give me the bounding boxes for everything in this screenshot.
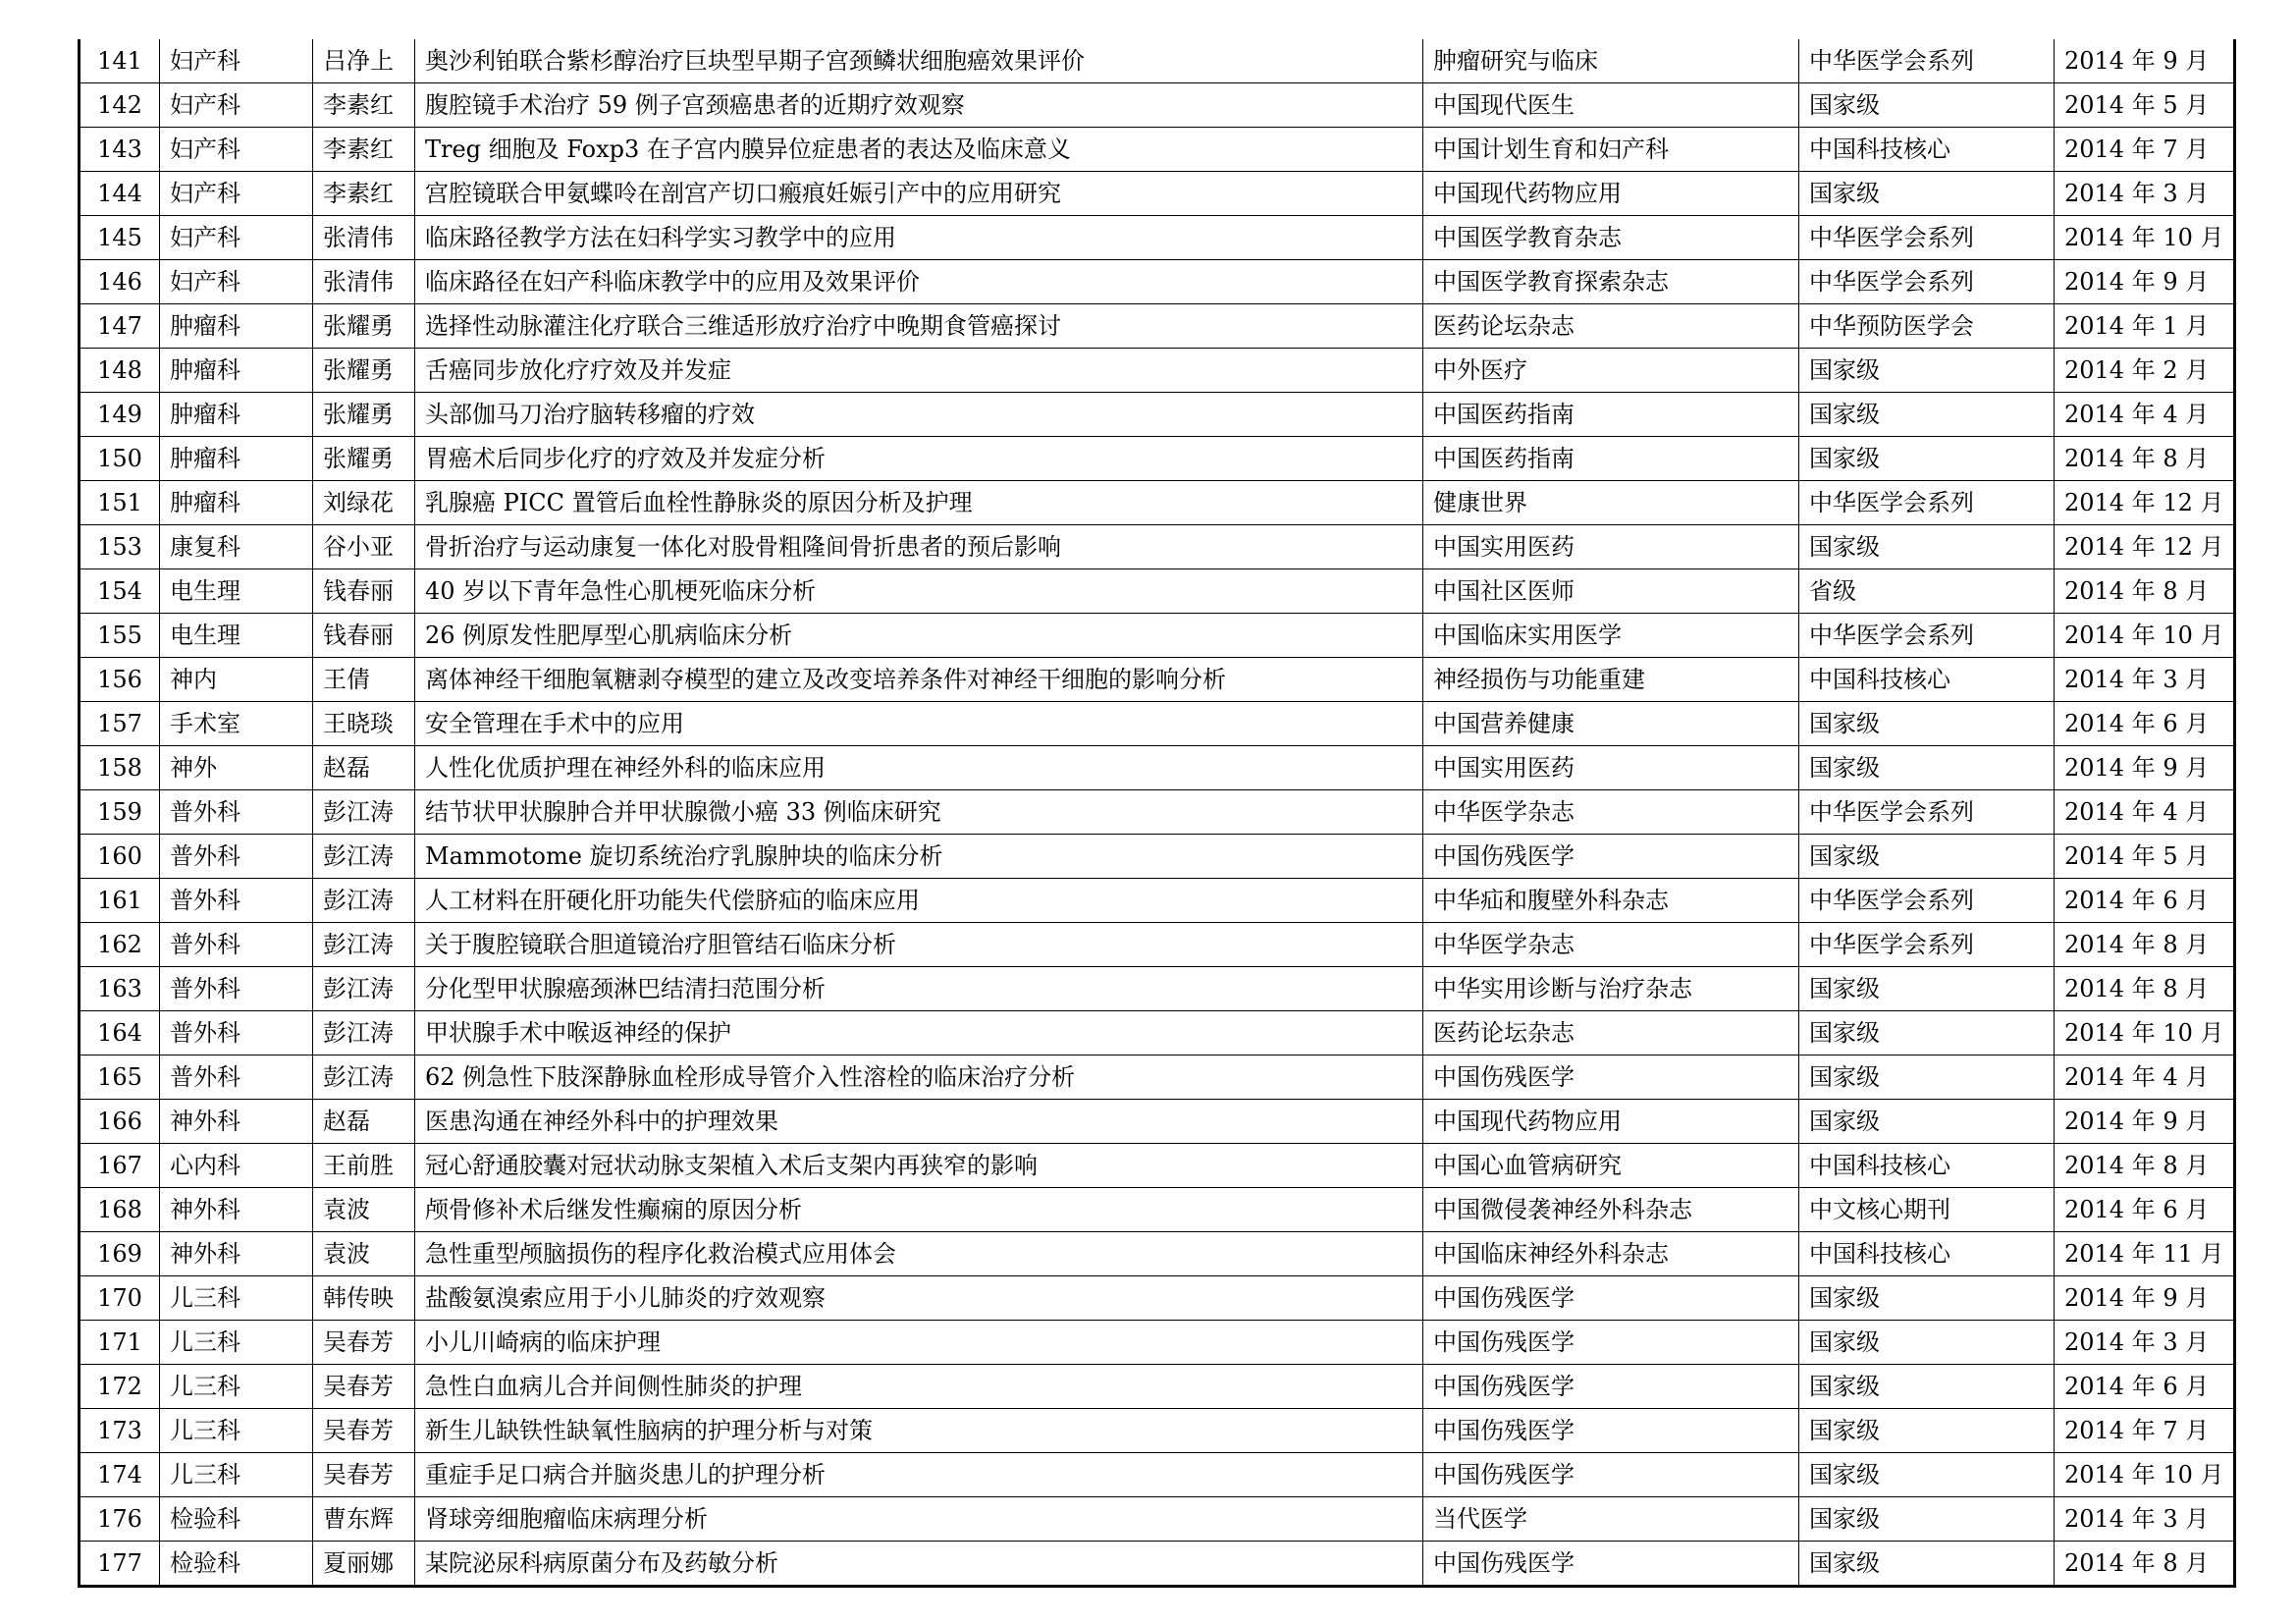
paper-title-cell: 40 岁以下青年急性心肌梗死临床分析 xyxy=(415,569,1423,614)
table-body xyxy=(80,39,2235,1587)
author-cell: 赵磊 xyxy=(313,1100,415,1144)
author-cell: 张耀勇 xyxy=(313,437,415,481)
department-cell: 电生理 xyxy=(160,569,313,614)
journal-level-cell: 国家级 xyxy=(1799,1011,2055,1056)
table-row xyxy=(80,304,2235,349)
author-cell: 彭江涛 xyxy=(313,923,415,967)
serial-number-cell: 171 xyxy=(80,1321,160,1365)
journal-level-cell: 中国科技核心 xyxy=(1799,658,2055,702)
publish-date-cell: 2014 年 6 月 xyxy=(2055,1365,2235,1409)
publish-date-cell: 2014 年 8 月 xyxy=(2055,437,2235,481)
journal-level-cell: 中国科技核心 xyxy=(1799,1144,2055,1188)
author-cell: 吴春芳 xyxy=(313,1453,415,1497)
journal-cell: 中华医学杂志 xyxy=(1423,923,1799,967)
author-cell: 张清伟 xyxy=(313,260,415,304)
publish-date-cell: 2014 年 3 月 xyxy=(2055,1497,2235,1542)
journal-level-cell: 国家级 xyxy=(1799,1321,2055,1365)
publish-date-cell: 2014 年 5 月 xyxy=(2055,83,2235,128)
author-cell: 赵磊 xyxy=(313,746,415,790)
table-row xyxy=(80,879,2235,923)
serial-number-cell: 173 xyxy=(80,1409,160,1453)
publish-date-cell: 2014 年 10 月 xyxy=(2055,614,2235,658)
author-cell: 彭江涛 xyxy=(313,835,415,879)
serial-number-cell: 157 xyxy=(80,702,160,746)
journal-cell: 健康世界 xyxy=(1423,481,1799,525)
serial-number-cell: 162 xyxy=(80,923,160,967)
serial-number-cell: 149 xyxy=(80,393,160,437)
department-cell: 妇产科 xyxy=(160,260,313,304)
paper-title-cell: 头部伽马刀治疗脑转移瘤的疗效 xyxy=(415,393,1423,437)
journal-cell: 中国现代药物应用 xyxy=(1423,1100,1799,1144)
paper-title-cell: 腹腔镜手术治疗 59 例子宫颈癌患者的近期疗效观察 xyxy=(415,83,1423,128)
serial-number-cell: 156 xyxy=(80,658,160,702)
author-cell: 李素红 xyxy=(313,172,415,216)
paper-title-cell: 舌癌同步放化疗疗效及并发症 xyxy=(415,349,1423,393)
paper-title-cell: 人工材料在肝硬化肝功能失代偿脐疝的临床应用 xyxy=(415,879,1423,923)
department-cell: 妇产科 xyxy=(160,216,313,260)
journal-cell: 中国微侵袭神经外科杂志 xyxy=(1423,1188,1799,1232)
publish-date-cell: 2014 年 8 月 xyxy=(2055,1144,2235,1188)
paper-title-cell: 关于腹腔镜联合胆道镜治疗胆管结石临床分析 xyxy=(415,923,1423,967)
table-row xyxy=(80,923,2235,967)
table-row xyxy=(80,349,2235,393)
author-cell: 袁波 xyxy=(313,1188,415,1232)
journal-level-cell: 国家级 xyxy=(1799,702,2055,746)
journal-level-cell: 国家级 xyxy=(1799,349,2055,393)
journal-level-cell: 中华医学会系列 xyxy=(1799,481,2055,525)
journal-cell: 中华医学杂志 xyxy=(1423,790,1799,835)
author-cell: 张耀勇 xyxy=(313,304,415,349)
serial-number-cell: 160 xyxy=(80,835,160,879)
serial-number-cell: 145 xyxy=(80,216,160,260)
table-row xyxy=(80,967,2235,1011)
journal-cell: 医药论坛杂志 xyxy=(1423,1011,1799,1056)
publish-date-cell: 2014 年 3 月 xyxy=(2055,172,2235,216)
journal-level-cell: 国家级 xyxy=(1799,1365,2055,1409)
table-row xyxy=(80,1453,2235,1497)
serial-number-cell: 169 xyxy=(80,1232,160,1276)
table-row xyxy=(80,83,2235,128)
paper-title-cell: 某院泌尿科病原菌分布及药敏分析 xyxy=(415,1542,1423,1587)
publish-date-cell: 2014 年 12 月 xyxy=(2055,481,2235,525)
table-row xyxy=(80,835,2235,879)
publish-date-cell: 2014 年 7 月 xyxy=(2055,1409,2235,1453)
department-cell: 普外科 xyxy=(160,1056,313,1100)
serial-number-cell: 148 xyxy=(80,349,160,393)
department-cell: 肿瘤科 xyxy=(160,437,313,481)
author-cell: 曹东辉 xyxy=(313,1497,415,1542)
paper-title-cell: 骨折治疗与运动康复一体化对股骨粗隆间骨折患者的预后影响 xyxy=(415,525,1423,569)
table-row xyxy=(80,1409,2235,1453)
department-cell: 儿三科 xyxy=(160,1321,313,1365)
table-row xyxy=(80,569,2235,614)
table-row xyxy=(80,437,2235,481)
publish-date-cell: 2014 年 9 月 xyxy=(2055,260,2235,304)
paper-title-cell: Treg 细胞及 Foxp3 在子宫内膜异位症患者的表达及临床意义 xyxy=(415,128,1423,172)
publish-date-cell: 2014 年 8 月 xyxy=(2055,967,2235,1011)
table-row xyxy=(80,481,2235,525)
journal-level-cell: 国家级 xyxy=(1799,1276,2055,1321)
publish-date-cell: 2014 年 12 月 xyxy=(2055,525,2235,569)
journal-cell: 中外医疗 xyxy=(1423,349,1799,393)
table-row xyxy=(80,658,2235,702)
journal-level-cell: 国家级 xyxy=(1799,83,2055,128)
journal-cell: 中国伤残医学 xyxy=(1423,1365,1799,1409)
journal-cell: 中国实用医药 xyxy=(1423,525,1799,569)
table-row xyxy=(80,614,2235,658)
department-cell: 儿三科 xyxy=(160,1276,313,1321)
serial-number-cell: 151 xyxy=(80,481,160,525)
author-cell: 彭江涛 xyxy=(313,967,415,1011)
publish-date-cell: 2014 年 1 月 xyxy=(2055,304,2235,349)
journal-cell: 中国伤残医学 xyxy=(1423,1276,1799,1321)
author-cell: 王倩 xyxy=(313,658,415,702)
table-row xyxy=(80,746,2235,790)
author-cell: 吴春芳 xyxy=(313,1409,415,1453)
serial-number-cell: 170 xyxy=(80,1276,160,1321)
journal-cell: 中国现代医生 xyxy=(1423,83,1799,128)
department-cell: 肿瘤科 xyxy=(160,393,313,437)
journal-level-cell: 中国科技核心 xyxy=(1799,1232,2055,1276)
department-cell: 手术室 xyxy=(160,702,313,746)
table-row xyxy=(80,1542,2235,1587)
paper-title-cell: 急性重型颅脑损伤的程序化救治模式应用体会 xyxy=(415,1232,1423,1276)
author-cell: 吴春芳 xyxy=(313,1321,415,1365)
journal-level-cell: 省级 xyxy=(1799,569,2055,614)
journal-cell: 中国临床神经外科杂志 xyxy=(1423,1232,1799,1276)
author-cell: 李素红 xyxy=(313,83,415,128)
department-cell: 普外科 xyxy=(160,835,313,879)
publish-date-cell: 2014 年 6 月 xyxy=(2055,879,2235,923)
table-row xyxy=(80,1188,2235,1232)
journal-cell: 肿瘤研究与临床 xyxy=(1423,39,1799,83)
department-cell: 普外科 xyxy=(160,879,313,923)
serial-number-cell: 153 xyxy=(80,525,160,569)
table-row xyxy=(80,525,2235,569)
paper-title-cell: 分化型甲状腺癌颈淋巴结清扫范围分析 xyxy=(415,967,1423,1011)
journal-level-cell: 国家级 xyxy=(1799,1542,2055,1587)
department-cell: 普外科 xyxy=(160,1011,313,1056)
journal-level-cell: 中国科技核心 xyxy=(1799,128,2055,172)
department-cell: 普外科 xyxy=(160,790,313,835)
serial-number-cell: 159 xyxy=(80,790,160,835)
publish-date-cell: 2014 年 3 月 xyxy=(2055,1321,2235,1365)
serial-number-cell: 177 xyxy=(80,1542,160,1587)
publish-date-cell: 2014 年 9 月 xyxy=(2055,39,2235,83)
serial-number-cell: 150 xyxy=(80,437,160,481)
publish-date-cell: 2014 年 11 月 xyxy=(2055,1232,2235,1276)
author-cell: 张耀勇 xyxy=(313,349,415,393)
serial-number-cell: 144 xyxy=(80,172,160,216)
author-cell: 韩传映 xyxy=(313,1276,415,1321)
journal-level-cell: 国家级 xyxy=(1799,967,2055,1011)
serial-number-cell: 143 xyxy=(80,128,160,172)
journal-cell: 中国伤残医学 xyxy=(1423,1542,1799,1587)
paper-title-cell: 急性白血病儿合并间侧性肺炎的护理 xyxy=(415,1365,1423,1409)
table-row xyxy=(80,702,2235,746)
journal-level-cell: 国家级 xyxy=(1799,1409,2055,1453)
department-cell: 肿瘤科 xyxy=(160,349,313,393)
journal-cell: 中华实用诊断与治疗杂志 xyxy=(1423,967,1799,1011)
paper-title-cell: 肾球旁细胞瘤临床病理分析 xyxy=(415,1497,1423,1542)
serial-number-cell: 164 xyxy=(80,1011,160,1056)
table-row xyxy=(80,1144,2235,1188)
journal-cell: 医药论坛杂志 xyxy=(1423,304,1799,349)
publish-date-cell: 2014 年 10 月 xyxy=(2055,1453,2235,1497)
author-cell: 王晓琰 xyxy=(313,702,415,746)
journal-cell: 中国实用医药 xyxy=(1423,746,1799,790)
table-row xyxy=(80,260,2235,304)
serial-number-cell: 141 xyxy=(80,39,160,83)
paper-title-cell: Mammotome 旋切系统治疗乳腺肿块的临床分析 xyxy=(415,835,1423,879)
journal-level-cell: 中华医学会系列 xyxy=(1799,216,2055,260)
department-cell: 神外科 xyxy=(160,1188,313,1232)
journal-level-cell: 中华医学会系列 xyxy=(1799,790,2055,835)
paper-title-cell: 选择性动脉灌注化疗联合三维适形放疗治疗中晚期食管癌探讨 xyxy=(415,304,1423,349)
journal-cell: 中国现代药物应用 xyxy=(1423,172,1799,216)
paper-title-cell: 临床路径教学方法在妇科学实习教学中的应用 xyxy=(415,216,1423,260)
table-row xyxy=(80,1276,2235,1321)
serial-number-cell: 176 xyxy=(80,1497,160,1542)
journal-level-cell: 中华预防医学会 xyxy=(1799,304,2055,349)
serial-number-cell: 154 xyxy=(80,569,160,614)
journal-level-cell: 中华医学会系列 xyxy=(1799,614,2055,658)
publish-date-cell: 2014 年 9 月 xyxy=(2055,1276,2235,1321)
journal-cell: 中华疝和腹壁外科杂志 xyxy=(1423,879,1799,923)
author-cell: 彭江涛 xyxy=(313,1011,415,1056)
publish-date-cell: 2014 年 6 月 xyxy=(2055,702,2235,746)
serial-number-cell: 172 xyxy=(80,1365,160,1409)
journal-level-cell: 中华医学会系列 xyxy=(1799,923,2055,967)
table-row xyxy=(80,128,2235,172)
table-row xyxy=(80,216,2235,260)
paper-title-cell: 胃癌术后同步化疗的疗效及并发症分析 xyxy=(415,437,1423,481)
department-cell: 妇产科 xyxy=(160,39,313,83)
author-cell: 彭江涛 xyxy=(313,1056,415,1100)
table-row xyxy=(80,790,2235,835)
paper-title-cell: 26 例原发性肥厚型心肌病临床分析 xyxy=(415,614,1423,658)
journal-level-cell: 中文核心期刊 xyxy=(1799,1188,2055,1232)
paper-title-cell: 离体神经干细胞氧糖剥夺模型的建立及改变培养条件对神经干细胞的影响分析 xyxy=(415,658,1423,702)
journal-cell: 中国心血管病研究 xyxy=(1423,1144,1799,1188)
department-cell: 妇产科 xyxy=(160,128,313,172)
author-cell: 李素红 xyxy=(313,128,415,172)
journal-level-cell: 国家级 xyxy=(1799,525,2055,569)
publish-date-cell: 2014 年 9 月 xyxy=(2055,746,2235,790)
department-cell: 神外科 xyxy=(160,1232,313,1276)
serial-number-cell: 174 xyxy=(80,1453,160,1497)
author-cell: 刘绿花 xyxy=(313,481,415,525)
journal-cell: 中国临床实用医学 xyxy=(1423,614,1799,658)
publish-date-cell: 2014 年 8 月 xyxy=(2055,1542,2235,1587)
journal-level-cell: 国家级 xyxy=(1799,437,2055,481)
table-row xyxy=(80,172,2235,216)
journal-level-cell: 中华医学会系列 xyxy=(1799,260,2055,304)
serial-number-cell: 155 xyxy=(80,614,160,658)
paper-title-cell: 临床路径在妇产科临床教学中的应用及效果评价 xyxy=(415,260,1423,304)
department-cell: 神外科 xyxy=(160,1100,313,1144)
publish-date-cell: 2014 年 4 月 xyxy=(2055,393,2235,437)
journal-cell: 中国计划生育和妇产科 xyxy=(1423,128,1799,172)
journal-level-cell: 国家级 xyxy=(1799,172,2055,216)
journal-level-cell: 国家级 xyxy=(1799,393,2055,437)
serial-number-cell: 167 xyxy=(80,1144,160,1188)
journal-cell: 中国医药指南 xyxy=(1423,393,1799,437)
paper-title-cell: 冠心舒通胶囊对冠状动脉支架植入术后支架内再狭窄的影响 xyxy=(415,1144,1423,1188)
paper-title-cell: 宫腔镜联合甲氨蝶呤在剖宫产切口瘢痕妊娠引产中的应用研究 xyxy=(415,172,1423,216)
journal-cell: 神经损伤与功能重建 xyxy=(1423,658,1799,702)
journal-cell: 中国营养健康 xyxy=(1423,702,1799,746)
department-cell: 妇产科 xyxy=(160,172,313,216)
author-cell: 袁波 xyxy=(313,1232,415,1276)
serial-number-cell: 158 xyxy=(80,746,160,790)
department-cell: 肿瘤科 xyxy=(160,481,313,525)
author-cell: 彭江涛 xyxy=(313,790,415,835)
journal-level-cell: 中华医学会系列 xyxy=(1799,879,2055,923)
department-cell: 神外 xyxy=(160,746,313,790)
author-cell: 谷小亚 xyxy=(313,525,415,569)
publish-date-cell: 2014 年 4 月 xyxy=(2055,790,2235,835)
department-cell: 普外科 xyxy=(160,967,313,1011)
serial-number-cell: 168 xyxy=(80,1188,160,1232)
paper-title-cell: 人性化优质护理在神经外科的临床应用 xyxy=(415,746,1423,790)
author-cell: 张清伟 xyxy=(313,216,415,260)
serial-number-cell: 166 xyxy=(80,1100,160,1144)
journal-cell: 中国医学教育杂志 xyxy=(1423,216,1799,260)
department-cell: 检验科 xyxy=(160,1497,313,1542)
publish-date-cell: 2014 年 5 月 xyxy=(2055,835,2235,879)
paper-title-cell: 重症手足口病合并脑炎患儿的护理分析 xyxy=(415,1453,1423,1497)
journal-level-cell: 国家级 xyxy=(1799,835,2055,879)
publish-date-cell: 2014 年 2 月 xyxy=(2055,349,2235,393)
paper-title-cell: 新生儿缺铁性缺氧性脑病的护理分析与对策 xyxy=(415,1409,1423,1453)
publish-date-cell: 2014 年 4 月 xyxy=(2055,1056,2235,1100)
author-cell: 吕净上 xyxy=(313,39,415,83)
department-cell: 电生理 xyxy=(160,614,313,658)
journal-cell: 中国伤残医学 xyxy=(1423,1056,1799,1100)
publish-date-cell: 2014 年 3 月 xyxy=(2055,658,2235,702)
paper-title-cell: 安全管理在手术中的应用 xyxy=(415,702,1423,746)
author-cell: 彭江涛 xyxy=(313,879,415,923)
journal-cell: 中国医学教育探索杂志 xyxy=(1423,260,1799,304)
journal-cell: 当代医学 xyxy=(1423,1497,1799,1542)
paper-title-cell: 医患沟通在神经外科中的护理效果 xyxy=(415,1100,1423,1144)
author-cell: 钱春丽 xyxy=(313,614,415,658)
department-cell: 普外科 xyxy=(160,923,313,967)
publish-date-cell: 2014 年 10 月 xyxy=(2055,216,2235,260)
department-cell: 妇产科 xyxy=(160,83,313,128)
serial-number-cell: 146 xyxy=(80,260,160,304)
table-row xyxy=(80,1056,2235,1100)
serial-number-cell: 163 xyxy=(80,967,160,1011)
department-cell: 检验科 xyxy=(160,1542,313,1587)
serial-number-cell: 165 xyxy=(80,1056,160,1100)
publish-date-cell: 2014 年 8 月 xyxy=(2055,923,2235,967)
journal-cell: 中国伤残医学 xyxy=(1423,835,1799,879)
journal-level-cell: 国家级 xyxy=(1799,1100,2055,1144)
journal-level-cell: 国家级 xyxy=(1799,1497,2055,1542)
journal-cell: 中国伤残医学 xyxy=(1423,1409,1799,1453)
author-cell: 张耀勇 xyxy=(313,393,415,437)
author-cell: 吴春芳 xyxy=(313,1365,415,1409)
paper-title-cell: 甲状腺手术中喉返神经的保护 xyxy=(415,1011,1423,1056)
department-cell: 神内 xyxy=(160,658,313,702)
table-row xyxy=(80,1365,2235,1409)
table-row xyxy=(80,1100,2235,1144)
author-cell: 王前胜 xyxy=(313,1144,415,1188)
journal-level-cell: 国家级 xyxy=(1799,1453,2055,1497)
table-row xyxy=(80,393,2235,437)
publish-date-cell: 2014 年 8 月 xyxy=(2055,569,2235,614)
author-cell: 钱春丽 xyxy=(313,569,415,614)
department-cell: 康复科 xyxy=(160,525,313,569)
publish-date-cell: 2014 年 6 月 xyxy=(2055,1188,2235,1232)
department-cell: 肿瘤科 xyxy=(160,304,313,349)
publish-date-cell: 2014 年 9 月 xyxy=(2055,1100,2235,1144)
author-cell: 夏丽娜 xyxy=(313,1542,415,1587)
serial-number-cell: 142 xyxy=(80,83,160,128)
paper-title-cell: 结节状甲状腺肿合并甲状腺微小癌 33 例临床研究 xyxy=(415,790,1423,835)
serial-number-cell: 161 xyxy=(80,879,160,923)
journal-cell: 中国社区医师 xyxy=(1423,569,1799,614)
journal-cell: 中国伤残医学 xyxy=(1423,1453,1799,1497)
table-row xyxy=(80,1497,2235,1542)
serial-number-cell: 147 xyxy=(80,304,160,349)
publish-date-cell: 2014 年 10 月 xyxy=(2055,1011,2235,1056)
table-row xyxy=(80,1232,2235,1276)
journal-cell: 中国医药指南 xyxy=(1423,437,1799,481)
paper-title-cell: 62 例急性下肢深静脉血栓形成导管介入性溶栓的临床治疗分析 xyxy=(415,1056,1423,1100)
journal-level-cell: 中华医学会系列 xyxy=(1799,39,2055,83)
journal-level-cell: 国家级 xyxy=(1799,1056,2055,1100)
paper-title-cell: 颅骨修补术后继发性癫痫的原因分析 xyxy=(415,1188,1423,1232)
publish-date-cell: 2014 年 7 月 xyxy=(2055,128,2235,172)
journal-level-cell: 国家级 xyxy=(1799,746,2055,790)
paper-title-cell: 盐酸氨溴索应用于小儿肺炎的疗效观察 xyxy=(415,1276,1423,1321)
department-cell: 儿三科 xyxy=(160,1365,313,1409)
journal-cell: 中国伤残医学 xyxy=(1423,1321,1799,1365)
department-cell: 儿三科 xyxy=(160,1453,313,1497)
publication-table xyxy=(78,39,2236,1588)
department-cell: 心内科 xyxy=(160,1144,313,1188)
paper-title-cell: 乳腺癌 PICC 置管后血栓性静脉炎的原因分析及护理 xyxy=(415,481,1423,525)
paper-title-cell: 奥沙利铂联合紫杉醇治疗巨块型早期子宫颈鳞状细胞癌效果评价 xyxy=(415,39,1423,83)
table-row xyxy=(80,39,2235,83)
paper-title-cell: 小儿川崎病的临床护理 xyxy=(415,1321,1423,1365)
table-row xyxy=(80,1011,2235,1056)
department-cell: 儿三科 xyxy=(160,1409,313,1453)
table-row xyxy=(80,1321,2235,1365)
